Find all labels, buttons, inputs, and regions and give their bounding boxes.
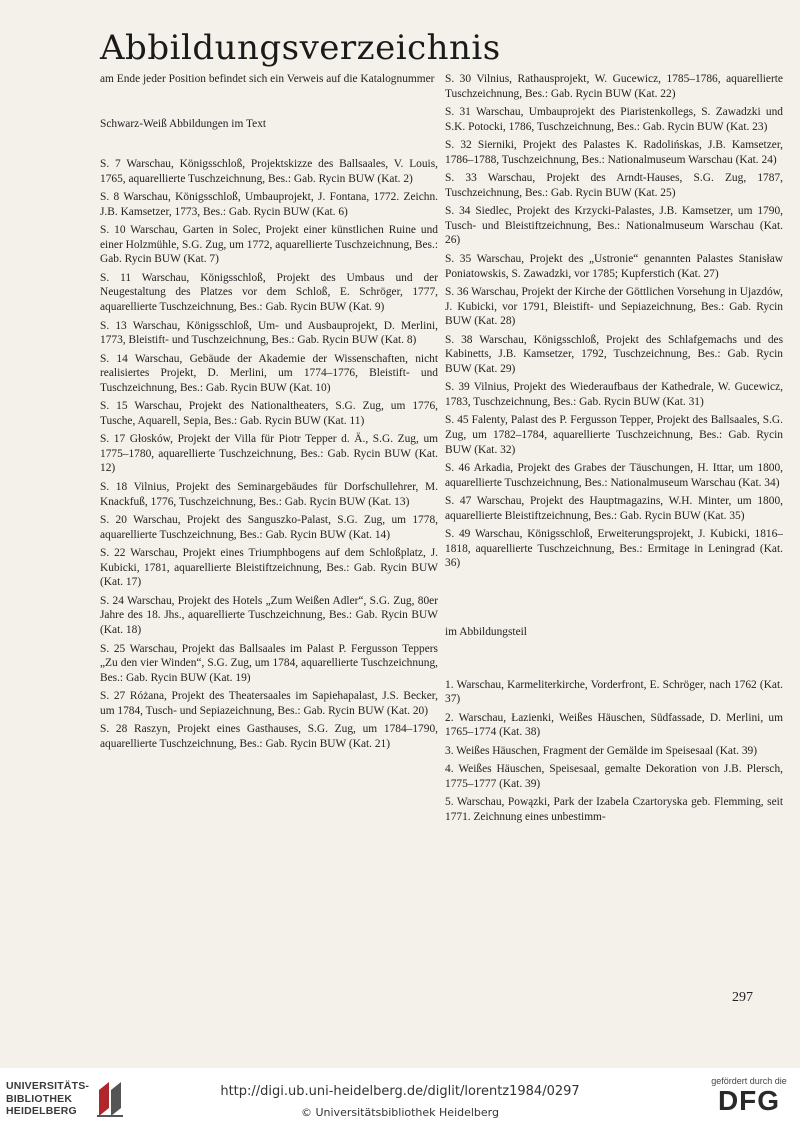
list-item: S. 18 Vilnius, Projekt des Seminargebäudes für Dorfschullehrer, M. Knackfuß, 1776, Tuschzeichnung, Bes.: Gab. Rycin BUW (Kat. 13) — [100, 481, 438, 508]
list-item: S. 14 Warschau, Gebäude der Akademie der Wissenschaften, nicht realisiertes Projekt, D. Merlini, um 1774–1776, Bleistift- und Tuschzeichnung, Bes.: Gab. Rycin BUW (Kat. 10) — [100, 352, 438, 394]
list-item: S. 49 Warschau, Königsschloß, Erweiterungsprojekt, J. Kubicki, 1816–1818, aquarellierte Tuschzeichnung, Bes.: Ermitage in Leningrad (Kat. 36) — [445, 528, 783, 570]
list-item: S. 10 Warschau, Garten in Solec, Projekt einer künstlichen Ruine und einer Holzmühle, S.G. Zug, um 1772, aquarellierte Tuschzeichnung, Bes.: Gab. Rycin BUW (Kat. 7) — [100, 224, 438, 266]
list-item: S. 33 Warschau, Projekt des Arndt-Hauses, S.G. Zug, 1787, Tuschzeichnung, Bes.: Gab. Rycin BUW (Kat. 25) — [445, 172, 783, 199]
list-item: S. 17 Głosków, Projekt der Villa für Piotr Tepper d. Ä., S.G. Zug, um 1775–1780, aquarellierte Tuschzeichnung, Bes.: Gab. Rycin BUW (Kat. 12) — [100, 433, 438, 475]
dfg-wordmark: DFG — [717, 1085, 781, 1116]
list-item: S. 36 Warschau, Projekt der Kirche der Göttlichen Vorsehung in Ujazdów, J. Kubicki, vor 1791, Bleistift- und Sepiazeichnung, Bes.: Gab. Rycin BUW (Kat. 28) — [445, 286, 783, 328]
list-item: S. 47 Warschau, Projekt des Hauptmagazins, W.H. Minter, um 1800, aquarellierte Bleistiftzeichnung, Bes.: Gab. Rycin BUW (Kat. 35) — [445, 495, 783, 522]
list-item: 5. Warschau, Powązki, Park der Izabela Czartoryska geb. Flemming, seit 1771. Zeichnung eines unbestimm- — [445, 796, 783, 823]
list-item: S. 46 Arkadia, Projekt des Grabes der Täuschungen, H. Ittar, um 1800, aquarellierte Tuschzeichnung, Bes.: Nationalmuseum Warschau (Kat. 34) — [445, 462, 783, 489]
list-item: S. 24 Warschau, Projekt des Hotels „Zum Weißen Adler“, S.G. Zug, 80er Jahre des 18. Jhs., aquarellierte Tuschzeichnung, Bes.: Gab. Rycin BUW (Kat. 18) — [100, 594, 438, 636]
list-item: S. 13 Warschau, Königsschloß, Um- und Ausbauprojekt, D. Merlini, 1773, Bleistift- und Tuschzeichnung, Bes.: Gab. Rycin BUW (Kat. 8) — [100, 319, 438, 347]
library-name-line3: HEIDELBERG — [6, 1105, 77, 1117]
list-item: S. 38 Warschau, Königsschloß, Projekt des Schlafgemachs und des Kabinetts, J.B. Kamsetzer, 1792, Tuschzeichnung, Bes.: Gab. Rycin BUW (Kat. 29) — [445, 333, 783, 375]
list-item: 2. Warschau, Łazienki, Weißes Häuschen, Südfassade, D. Merlini, um 1765–1774 (Kat. 38) — [445, 711, 783, 739]
library-name-line2: BIBLIOTHEK — [6, 1092, 73, 1105]
list-item: S. 35 Warschau, Projekt des „Ustronie“ genannten Palastes Stanisław Poniatowskis, S. Zawadzki, vor 1785; Kupferstich (Kat. 27) — [445, 253, 783, 280]
list-item: S. 8 Warschau, Königsschloß, Umbauprojekt, J. Fontana, 1772. Zeichn. J.B. Kamsetzer, 1773, Bes.: Gab. Rycin BUW (Kat. 6) — [100, 191, 438, 218]
section-heading-text-figures: Schwarz-Weiß Abbildungen im Text — [100, 117, 267, 130]
funded-by-label: gefördert durch die — [711, 1076, 787, 1086]
page-title: Abbildungsverzeichnis — [100, 28, 501, 68]
list-item: S. 20 Warschau, Projekt des Sanguszko-Palast, S.G. Zug, um 1778, aquarellierte Tuschzeichnung, Bes.: Gab. Rycin BUW (Kat. 14) — [100, 514, 438, 541]
intro-note: am Ende jeder Position befindet sich ein Verweis auf die Katalognummer — [100, 73, 435, 85]
list-item: S. 30 Vilnius, Rathausprojekt, W. Gucewicz, 1785–1786, aquarellierte Tuschzeichnung, Bes.: Gab. Rycin BUW (Kat. 22) — [445, 73, 783, 100]
library-name-line1: UNIVERSITÄTS- — [6, 1080, 90, 1092]
list-item: 4. Weißes Häuschen, Speisesaal, gemalte Dekoration von J.B. Plersch, 1775–1777 (Kat. 39) — [445, 763, 783, 790]
list-item: S. 25 Warschau, Projekt das Ballsaales im Palast P. Fergusson Teppers „Zu den vier Winden“, S.G. Zug, um 1784, aquarellierte Tuschzeichnung, Bes.: Gab. Rycin BUW (Kat. 19) — [100, 642, 438, 684]
permalink-url[interactable]: http://digi.ub.uni-heidelberg.de/diglit/lorentz1984/0297 — [220, 1084, 580, 1099]
list-item: S. 32 Sierniki, Projekt des Palastes K. Radolińskas, J.B. Kamsetzer, 1786–1788, Tuschzeichnung, Bes.: Nationalmuseum Warschau (Kat. 24) — [445, 139, 783, 166]
list-item: S. 27 Różana, Projekt des Theatersaales im Sapiehapalast, J.S. Becker, um 1784, Tusch- und Sepiazeichnung, Bes.: Gab. Rycin BUW (Kat. 20) — [100, 690, 438, 717]
list-item: S. 28 Raszyn, Projekt eines Gasthauses, S.G. Zug, um 1784–1790, aquarellierte Tuschzeichnung, Bes.: Gab. Rycin BUW (Kat. 21) — [100, 723, 438, 750]
right-column — [445, 72, 783, 828]
page-number: 297 — [732, 990, 753, 1005]
list-item: S. 11 Warschau, Königsschloß, Projekt des Umbaus und der Neugestaltung des Platzes vor dem Schloß, E. Schröger, 1777, aquarellierte Tuschzeichnung, Bes.: Gab. Rycin BUW (Kat. 9) — [100, 271, 438, 314]
list-item: S. 22 Warschau, Projekt eines Triumphbogens auf dem Schloßplatz, J. Kubicki, 1781, aquarellierte Bleistiftzeichnung, Bes.: Gab. Rycin BUW (Kat. 17) — [100, 547, 438, 589]
list-item: S. 7 Warschau, Königsschloß, Projektskizze des Ballsaales, V. Louis, 1765, aquarellierte Tuschzeichnung, Bes.: Gab. Rycin BUW (Kat. 2) — [100, 158, 438, 185]
list-item: S. 39 Vilnius, Projekt des Wiederaufbaus der Kathedrale, W. Gucewicz, 1783, Tuschzeichnung, Bes.: Gab. Rycin BUW (Kat. 31) — [445, 381, 783, 408]
copyright-notice: © Universitätsbibliothek Heidelberg — [300, 1106, 499, 1119]
dfg-logo[interactable] — [706, 1076, 792, 1116]
section-heading-plates: im Abbildungsteil — [445, 625, 527, 638]
list-item: S. 15 Warschau, Projekt des Nationaltheaters, S.G. Zug, um 1776, Tusche, Aquarell, Sepia, Bes.: Gab. Rycin BUW (Kat. 11) — [100, 400, 438, 427]
left-column — [100, 72, 438, 755]
list-item: S. 31 Warschau, Umbauprojekt des Piaristenkollegs, S. Zawadzki und S.K. Potocki, 1786, Tuschzeichnung, Bes.: Gab. Rycin BUW (Kat. 23) — [445, 106, 783, 133]
list-item: 3. Weißes Häuschen, Fragment der Gemälde im Speisesaal (Kat. 39) — [445, 744, 758, 757]
list-item: S. 45 Falenty, Palast des P. Fergusson Tepper, Projekt des Ballsaales, S.G. Zug, um 1782–1784, aquarellierte Tuschzeichnung, Bes.: Gab. Rycin BUW (Kat. 32) — [445, 414, 783, 456]
list-item: 1. Warschau, Karmeliterkirche, Vorderfront, E. Schröger, nach 1762 (Kat. 37) — [445, 678, 783, 706]
list-item: S. 34 Siedlec, Projekt des Krzycki-Palastes, J.B. Kamsetzer, um 1790, Tusch- und Bleistiftzeichnung, Bes.: Nationalmuseum Warschau (Kat. 26) — [445, 205, 783, 247]
